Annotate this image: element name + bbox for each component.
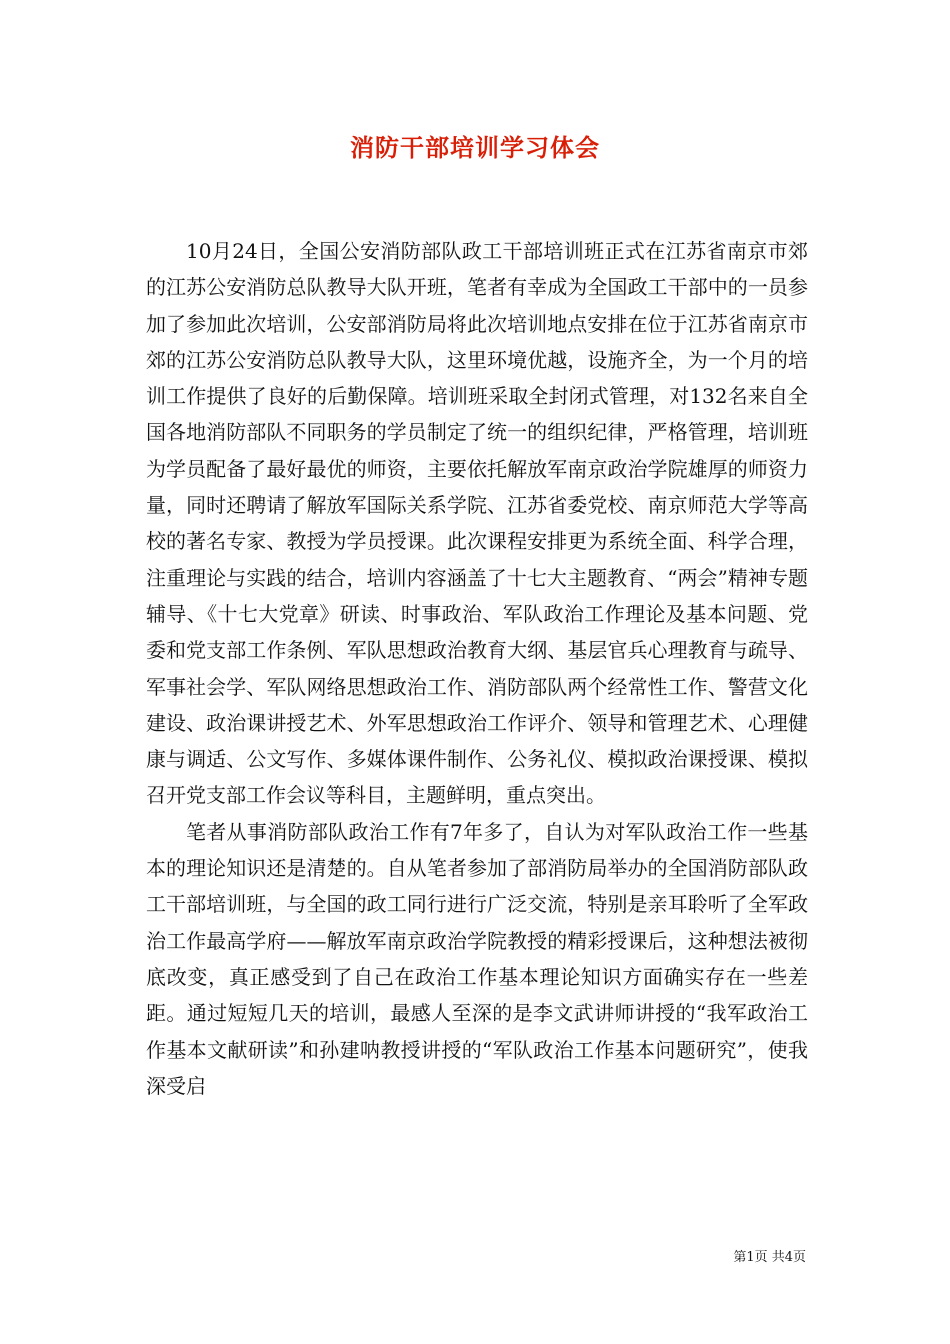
page-number: 第1页 共4页 [733,1250,806,1265]
paragraph: 笔者从事消防部队政治工作有7年多了，自认为对军队政治工作一些基本的理论知识还是清楚的。自从笔者参加了部消防局举办的全国消防部队政工干部培训班，与全国的政工同行进行广泛交流，特别是亲耳聆听了全军政治工作最高学府——解放军南京政治学院教授的精彩授课后，这种想法被彻底改变，真正感受到了自己在政治工作基本理论知识方面确实存在一些差距。通过短短几天的培训，最感人至深的是李文武讲师讲授的“我军政治工作基本文献研读”和孙建呐教授讲授的“军队政治工作基本问题研究”，使我深受启 [146,819,808,1098]
paragraph: 10月24日，全国公安消防部队政工干部培训班正式在江苏省南京市郊的江苏公安消防总队教导大队开班，笔者有幸成为全国政工干部中的一员参加了参加此次培训，公安部消防局将此次培训地点安排在位于江苏省南京市郊的江苏公安消防总队教导大队，这里环境优越，设施齐全，为一个月的培训工作提供了良好的后勤保障。培训班采取全封闭式管理，对132名来自全国各地消防部队不同职务的学员制定了统一的组织纪律，严格管理，培训班为学员配备了最好最优的师资，主要依托解放军南京政治学院雄厚的师资力量，同时还聘请了解放军国际关系学院、江苏省委党校、南京师范大学等高校的著名专家、教授为学员授课。此次课程安排更为系统全面、科学合理，注重理论与实践的结合，培训内容涵盖了十七大主题教育、“两会”精神专题辅导、《十七大党章》研读、时事政治、军队政治工作理论及基本问题、党委和党支部工作条例、军队思想政治教育大纲、基层官兵心理教育与疏导、军事社会学、军队网络思想政治工作、消防部队两个经常性工作、警营文化建设、政治课讲授艺术、外军思想政治工作评介、领导和管理艺术、心理健康与调适、公文写作、多媒体课件制作、公务礼仪、模拟政治课授课、模拟召开党支部工作会议等科目，主题鲜明，重点突出。 [146,239,808,808]
document-title: 消防干部培训学习体会 [350,133,600,162]
document-body [146,233,808,1104]
